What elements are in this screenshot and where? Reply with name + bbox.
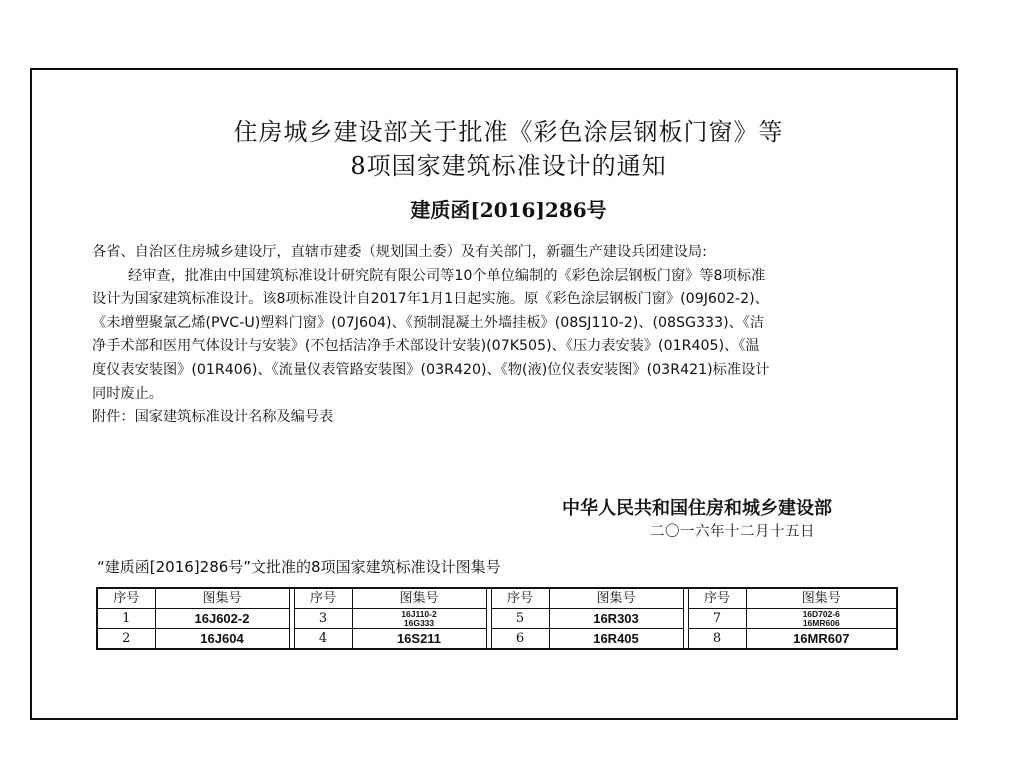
code-cell: 16MR607 [746,629,897,650]
body-line: 经审查，批准由中国建筑标准设计研究院有限公司等10个单位编制的《彩色涂层钢板门窗》等8项标准 [128,267,766,284]
document-number: 建质函[2016]286号 [410,198,607,222]
table-caption: “建质函[2016]286号”文批准的8项国家建筑标准设计图集号 [97,558,501,576]
code-line: 16D702-6 [802,608,840,619]
code-cell: 16J604 [155,629,289,650]
code-line: 16MR606 [802,617,840,628]
body-line: 各省、自治区住房城乡建设厅，直辖市建委（规划国土委）及有关部门，新疆生产建设兵团建设局: [92,244,707,260]
seq-cell: 7 [688,609,746,629]
seq-cell: 5 [491,609,549,629]
table-header-row [97,588,897,609]
notice-title-line2: 8项国家建筑标准设计的通知 [350,152,667,180]
seq-cell: 2 [97,629,155,650]
notice-title-line1: 住房城乡建设部关于批准《彩色涂层钢板门窗》等 [233,118,784,146]
header-code: 图集号 [549,588,683,609]
code-line: 16G333 [403,617,435,628]
header-seq: 序号 [688,588,746,609]
code-cell: 16R303 [549,609,683,629]
body-line: 《未增塑聚氯乙烯(PVC-U)塑料门窗》(07J604)、《预制混凝土外墙挂板》(08SJ110-2)、(08SG333)、《洁 [92,314,765,331]
issue-date: 二〇一六年十二月十五日 [650,524,815,540]
header-code: 图集号 [352,588,486,609]
code-cell-double [746,609,897,629]
code-cell-double [352,609,486,629]
seq-cell: 4 [294,629,352,650]
code-cell: 16R405 [549,629,683,650]
issuing-authority: 中华人民共和国住房和城乡建设部 [562,498,832,519]
seq-cell: 6 [491,629,549,650]
notice-body [92,241,892,430]
body-line: 同时废止。 [92,385,163,402]
table-row [97,629,897,650]
seq-cell: 3 [294,609,352,629]
attachment-line: 附件：国家建筑标准设计名称及编号表 [92,409,334,426]
header-seq: 序号 [491,588,549,609]
body-line: 净手术部和医用气体设计与安装》(不包括洁净手术部设计安装)(07K505)、《压力表安装》(01R405)、《温 [92,338,760,355]
body-line: 度仪表安装图》(01R406)、《流量仪表管路安装图》(03R420)、《物(液)位仪表安装图》(03R421)标准设计 [92,361,770,378]
code-cell: 16J602-2 [155,609,289,629]
standards-table [96,587,898,650]
header-code: 图集号 [155,588,289,609]
header-code: 图集号 [746,588,897,609]
table-row [97,609,897,629]
code-line: 16J110-2 [401,608,437,619]
seq-cell: 1 [97,609,155,629]
header-seq: 序号 [294,588,352,609]
body-line: 设计为国家建筑标准设计。该8项标准设计自2017年1月1日起实施。原《彩色涂层钢板门窗》(09J602-2)、 [92,291,769,308]
header-seq: 序号 [97,588,155,609]
code-cell: 16S211 [352,629,486,650]
seq-cell: 8 [688,629,746,650]
